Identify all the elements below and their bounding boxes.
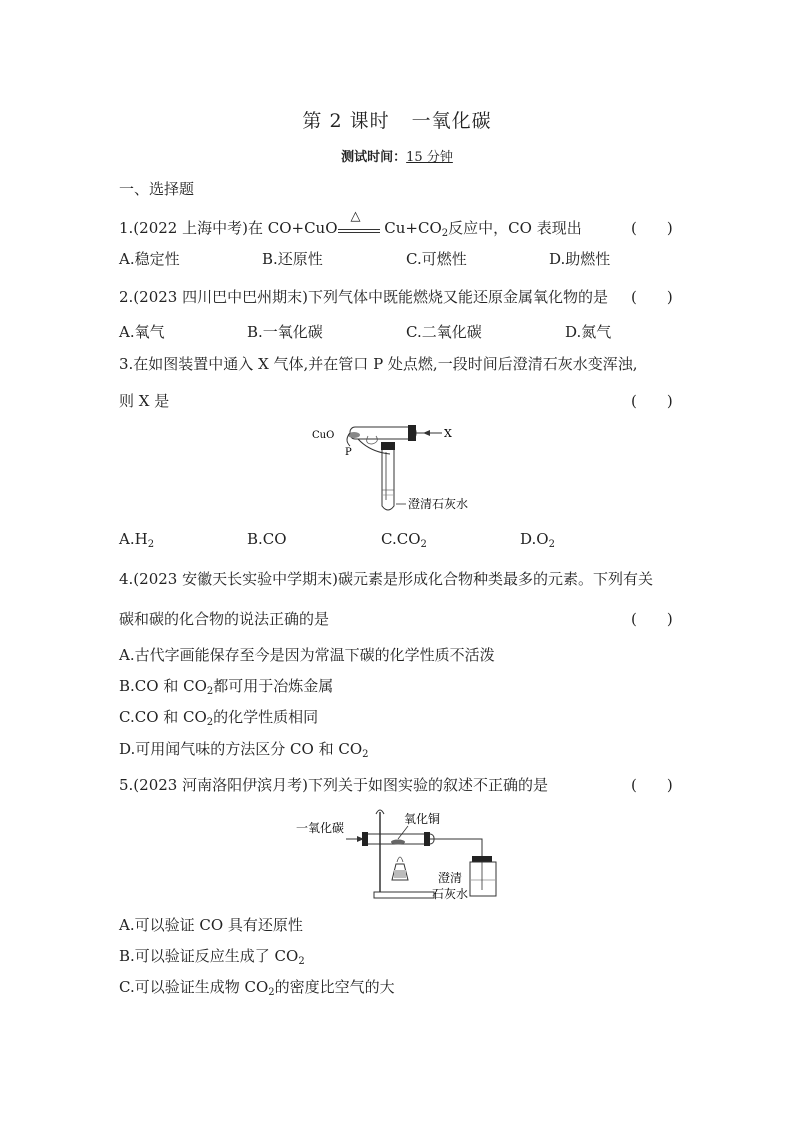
q1-option-d[interactable]: D.助燃性 (549, 250, 611, 268)
test-time-label: 测试时间： (341, 150, 407, 165)
q5-option-c[interactable]: C.可以验证生成物 $CO_2$的密度比空气的大 (119, 978, 395, 998)
q1-product: Cu+CO (384, 219, 442, 237)
question-3-line-2: 则 X 是 (119, 392, 170, 410)
q2-option-a[interactable]: A.氧气 (119, 323, 165, 341)
section-title: 一、选择题 (119, 180, 195, 198)
answer-blank-5[interactable]: ( ) (631, 776, 673, 794)
q1-option-c[interactable]: C.可燃性 (406, 250, 467, 268)
answer-blank-4[interactable]: ( ) (631, 610, 673, 628)
subscript: 2 (441, 228, 449, 239)
q2-option-b[interactable]: B.一氧化碳 (247, 323, 323, 341)
q3-option-b[interactable]: B.CO (247, 530, 287, 548)
fig1-label-cuo: CuO (312, 430, 335, 441)
question-4-line-2: 碳和碳的化合物的说法正确的是 (119, 610, 330, 628)
q1-text-after: 反应中，CO 表现出 (448, 219, 582, 237)
figure-tube-apparatus (310, 418, 510, 528)
q4-option-a[interactable]: A.古代字画能保存至今是因为常温下碳的化学性质不活泼 (119, 646, 495, 664)
q1-text-before: 1.(2022 上海中考)在 CO+CuO (119, 219, 338, 237)
fig1-label-x: X (444, 427, 452, 440)
test-time (0, 146, 794, 165)
q4-option-d[interactable]: D.可用闻气味的方法区分 CO 和 $CO_2$ (119, 740, 369, 760)
fig2-label-lime-1: 澄清 (438, 871, 463, 885)
question-3-line-1: 3.在如图装置中通入 X 气体,并在管口 P 处点燃,一段时间后澄清石灰水变浑浊, (119, 355, 638, 373)
question-1 (119, 209, 582, 239)
fig1-label-p: P (345, 447, 352, 458)
page-title (0, 106, 794, 133)
q2-option-d[interactable]: D.氮气 (565, 323, 612, 341)
q2-option-c[interactable]: C.二氧化碳 (406, 323, 482, 341)
question-4-line-1: 4.(2023 安徽天长实验中学期末)碳元素是形成化合物种类最多的元素。下列有关 (119, 570, 653, 588)
reaction-condition (338, 209, 380, 238)
test-time-value: 15 分钟 (406, 150, 453, 165)
q1-option-a[interactable]: A.稳定性 (119, 250, 180, 268)
fig2-label-lime-2: 石灰水 (432, 887, 469, 901)
fig2-label-cuo: 氧化铜 (404, 812, 441, 826)
fig2-label-co: 一氧化碳 (296, 821, 345, 835)
topic-label: 一氧化碳 (411, 110, 492, 132)
q3-option-a[interactable]: $A.H_2$ (119, 530, 155, 550)
question-2: 2.(2023 四川巴中巴州期末)下列气体中既能燃烧又能还原金属氧化物的是 (119, 288, 608, 306)
q1-option-b[interactable]: B.还原性 (262, 250, 323, 268)
q4-option-b[interactable]: B.CO 和 $CO_2$都可用于冶炼金属 (119, 677, 334, 697)
heat-symbol: △ (350, 209, 361, 224)
answer-blank-2[interactable]: ( ) (631, 288, 673, 306)
answer-blank-3[interactable]: ( ) (631, 392, 673, 410)
q3-option-d[interactable]: $D.O_2$ (520, 530, 555, 550)
figure-co-reduction-apparatus (296, 806, 506, 904)
q3-option-c[interactable]: $C.CO_2$ (381, 530, 427, 550)
q4-option-c[interactable]: C.CO 和 $CO_2$的化学性质相同 (119, 708, 319, 728)
question-5: 5.(2023 河南洛阳伊滨月考)下列关于如图实验的叙述不正确的是 (119, 776, 548, 794)
q5-option-a[interactable]: A.可以验证 CO 具有还原性 (119, 916, 303, 934)
q5-option-b[interactable]: B.可以验证反应生成了 $CO_2$ (119, 947, 305, 967)
fig1-label-limewater: 澄清石灰水 (408, 497, 469, 511)
lesson-label: 第 2 课时 (302, 110, 390, 132)
answer-blank-1[interactable]: ( ) (631, 219, 673, 237)
